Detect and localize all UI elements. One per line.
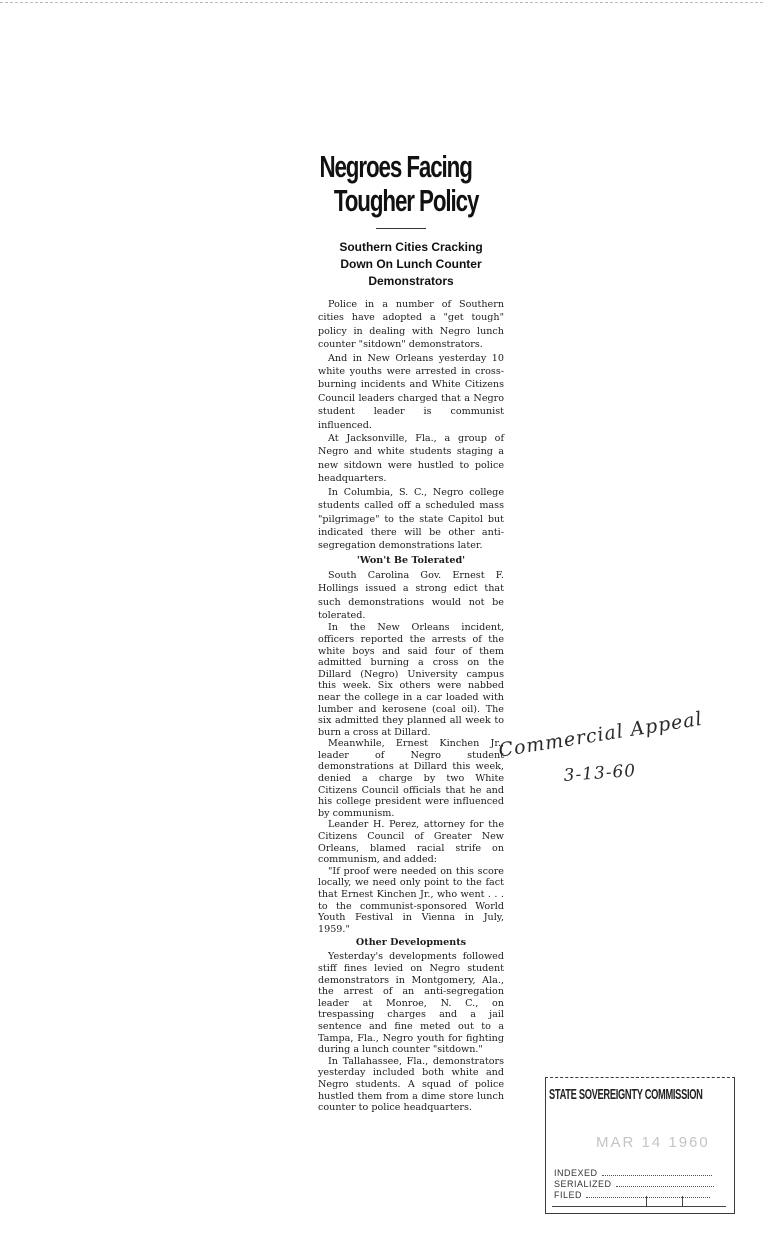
- paragraph: In Columbia, S. C., Negro college students called off a scheduled mass "pilgrimage" to the state Capitol but indicated there will be other anti-segregation demonstrations later.: [318, 486, 504, 552]
- stamp-date: MAR 14 1960: [596, 1134, 710, 1151]
- paragraph: South Carolina Gov. Ernest F. Hollings issued a strong edict that such demonstrations would not be tolerated.: [318, 569, 504, 621]
- headline-line-1: Negroes Facing: [319, 149, 472, 184]
- stamp-title: STATE SOVEREIGNTY COMMISSION: [549, 1086, 703, 1103]
- paragraph: And in New Orleans yesterday 10 white youths were arrested in cross-burning incidents and White Citizens Council leaders charged that a Negro student leader is communist influenced.: [318, 352, 504, 431]
- handwritten-date-note: 3-13-60: [563, 760, 637, 786]
- paragraph: In the New Orleans incident, officers reported the arrests of the white boys and said four of them admitted burning a cross on the Dillard (Negro) University campus this week. Six others were nabbed near the college in a car loaded with lumber and kerosene (coal oil). The six admitted they planned all week to burn a cross at Dillard.: [318, 622, 504, 738]
- stamp-tick: [682, 1196, 683, 1206]
- section-subhead: 'Won't Be Tolerated': [356, 554, 466, 566]
- section-subhead: Other Developments: [355, 937, 467, 949]
- headline: [318, 150, 498, 218]
- stamp-label-serialized: SERIALIZED: [554, 1179, 612, 1189]
- headline-line-2: Tougher Policy: [333, 183, 479, 218]
- stamp-dotted-line: [602, 1175, 712, 1176]
- commission-stamp: [545, 1077, 735, 1214]
- paragraph: In Tallahassee, Fla., demonstrators yesterday included both white and Negro students. A squad of police hustled them from a dime store lunch counter to police headquarters.: [318, 1055, 504, 1114]
- headline-rule: [376, 228, 426, 229]
- stamp-label-filed: FILED: [554, 1190, 583, 1200]
- stamp-tick: [646, 1196, 647, 1206]
- paragraph: Yesterday's developments followed stiff fines levied on Negro student demonstrators in Montgomery, Ala., the arrest of an anti-segregation leader at Monroe, N. C., on trespassing charges and a jail sentence and fine meted out to a Tampa, Fla., Negro youth for fighting during a lunch counter "sitdown.": [318, 951, 504, 1056]
- stamp-row-indexed: [554, 1168, 712, 1178]
- subheadline: Southern Cities Cracking Down On Lunch Counter Demonstrators: [339, 240, 483, 288]
- stamp-footer-line: [552, 1196, 726, 1207]
- paragraph: Meanwhile, Ernest Kinchen Jr., leader of Negro student demonstrations at Dillard this week, denied a charge by two White Citizens Council officials that he and his college president were influenced by communism.: [318, 738, 504, 819]
- top-dashed-border: [0, 2, 763, 3]
- newspaper-clipping: [318, 150, 504, 1114]
- stamp-dotted-line: [616, 1186, 714, 1187]
- paragraph: At Jacksonville, Fla., a group of Negro and white students staging a new sitdown were hustled to police headquarters.: [318, 433, 504, 485]
- stamp-row-serialized: [554, 1179, 714, 1189]
- paragraph: Leander H. Perez, attorney for the Citizens Council of Greater New Orleans, blamed racial strife on communism, and added:: [318, 819, 504, 866]
- stamp-label-indexed: INDEXED: [554, 1168, 598, 1178]
- handwritten-source-note: Commercial Appeal: [497, 707, 705, 762]
- paragraph: Police in a number of Southern cities have adopted a "get tough" policy in dealing with Negro lunch counter "sitdown" demonstrators.: [318, 299, 504, 351]
- paragraph: "If proof were needed on this score locally, we need only point to the fact that Ernest Kinchen Jr., who went . . . to the communist-sponsored World Youth Festival in Vienna in July, 1959.": [318, 865, 504, 935]
